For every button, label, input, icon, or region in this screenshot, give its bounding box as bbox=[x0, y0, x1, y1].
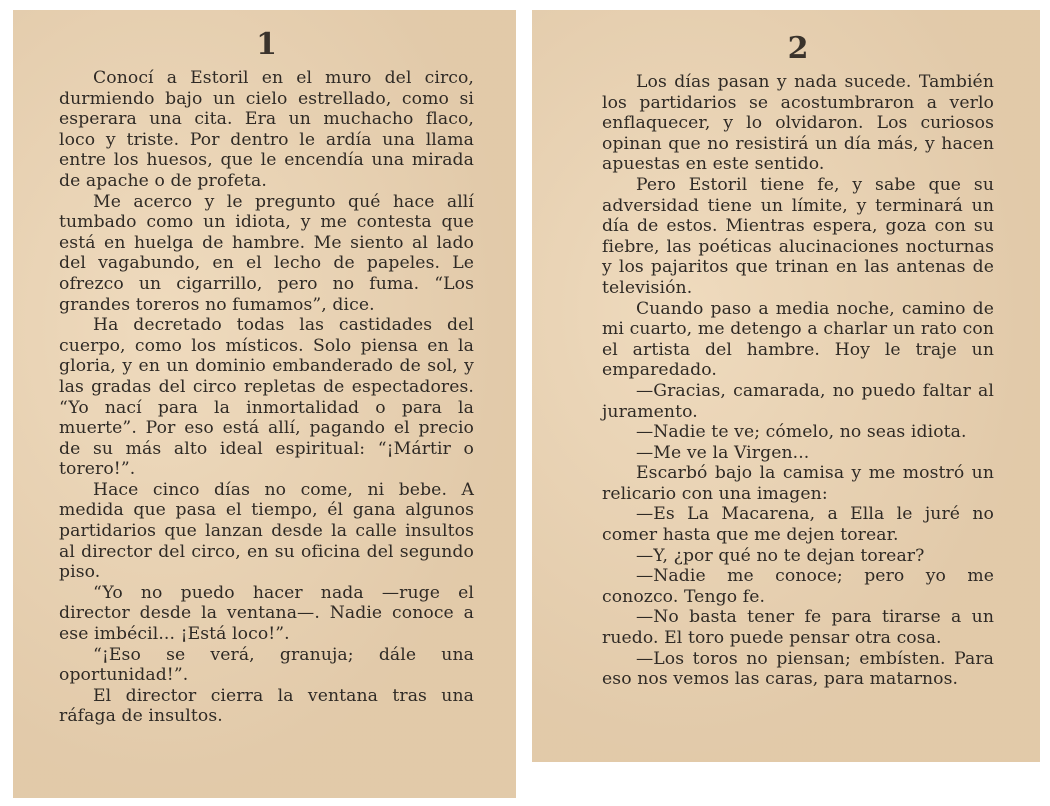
dialogue-line: —Los toros no piensan; embísten. Para eso nos vemos las caras, para matarnos. bbox=[602, 648, 994, 690]
dialogue-line: —Nadie me conoce; pero yo me conozco. Tengo fe. bbox=[602, 566, 994, 607]
page-number: 1 bbox=[256, 27, 277, 62]
paragraph: Hace cinco días no come, ni bebe. A medida que pasa el tiempo, él gana algunos partidarios que lanzan desde la calle insultos al director del circo, en su oficina del segundo piso. bbox=[59, 479, 474, 583]
paragraph: Pero Estoril tiene fe, y sabe que su adversidad tiene un límite, y terminará un día de estos. Mientras espera, goza con su fiebre, las poéticas alucinaciones nocturnas y los pajaritos que trinan en las antenas de televisión. bbox=[602, 174, 994, 298]
dialogue-line: —Nadie te ve; cómelo, no seas idiota. bbox=[636, 422, 967, 443]
book-page-right bbox=[532, 10, 1040, 762]
dialogue-line: —Es La Macarena, a Ella le juré no comer hasta que me dejen torear. bbox=[602, 504, 994, 546]
page-number: 2 bbox=[787, 31, 809, 66]
paragraph: Ha decretado todas las castidades del cuerpo, como los místicos. Solo piensa en la gloria, y en un dominio embanderado de sol, y las gradas del circo repletas de espectadores. “Yo nací para la inmortalidad o para la muerte”. Por eso está allí, pagando el precio de su más alto ideal espiritual: “¡Mártir o torero!”. bbox=[59, 315, 474, 480]
paragraph: Me acerco y le pregunto qué hace allí tumbado como un idiota, y me contesta que está en huelga de hambre. Me siento al lado del vagabundo, en el lecho de papeles. Le ofrezco un cigarrillo, pero no fuma. “Los grandes toreros no fumamos”, dice. bbox=[59, 191, 474, 315]
paragraph: Cuando paso a media noche, camino de mi cuarto, me detengo a charlar un rato con el artista del hambre. Hoy le traje un emparedado. bbox=[602, 298, 994, 381]
paragraph: “Yo no puedo hacer nada —ruge el director desde la ventana—. Nadie conoce a ese imbécil... ¡Está loco!”. bbox=[59, 582, 474, 645]
paragraph: “¡Eso se verá, granuja; dále una oportunidad!”. bbox=[59, 644, 474, 686]
dialogue-line: —Me ve la Virgen... bbox=[636, 442, 810, 463]
dialogue-line: —Gracias, camarada, no puedo faltar al juramento. bbox=[602, 380, 994, 422]
paragraph: El director cierra la ventana tras una ráfaga de insultos. bbox=[59, 685, 474, 727]
paragraph: Conocí a Estoril en el muro del circo, durmiendo bajo un cielo estrellado, como si esperara una cita. Era un muchacho flaco, loco y triste. Por dentro le ardía una llama entre los huesos, que le encendía una mirada de apache o de profeta. bbox=[59, 68, 474, 191]
paragraph: Los días pasan y nada sucede. También los partidarios se acostumbraron a verlo enflaquecer, y lo olvidaron. Los curiosos opinan que no resistirá un día más, y hacen apuestas en este sentido. bbox=[602, 72, 994, 175]
dialogue-line: —No basta tener fe para tirarse a un ruedo. El toro puede pensar otra cosa. bbox=[602, 607, 994, 649]
book-page-left bbox=[13, 10, 516, 798]
dialogue-line: —Y, ¿por qué no te dejan torear? bbox=[636, 545, 925, 566]
paragraph: Escarbó bajo la camisa y me mostró un relicario con una imagen: bbox=[602, 463, 994, 504]
